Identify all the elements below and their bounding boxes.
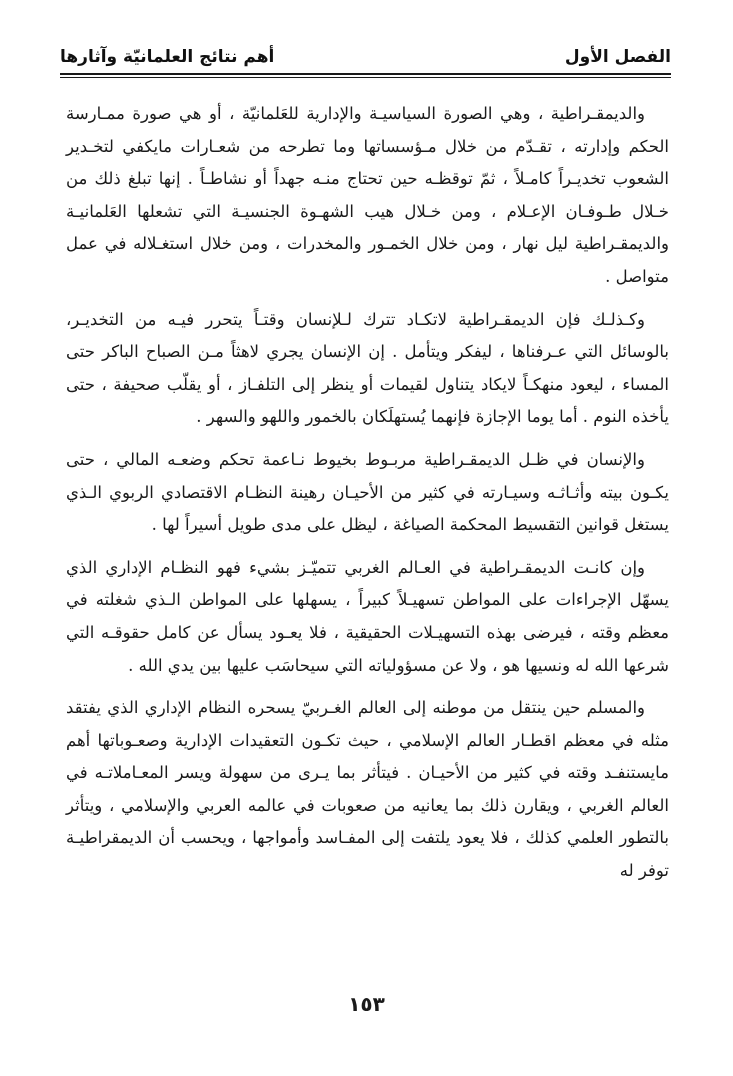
- header-rule-thin: [60, 77, 671, 78]
- paragraph: والديمقـراطية ، وهي الصورة السياسيـة والإدارية للعَلمانيّة ، أو هي صورة ممـارسة الحكم وإدارته ، تقـدّم من خلال مـؤسساتها وما تطرحه من شعـارات مايكفي لتخـدير الشعوب تخديـراً كامـلاً ، ثمّ توقظـه حين تحتاج منـه جهداً أو نشاطـاً . إنها تبلغ ذلك من خـلال طـوفـان الإعـلام ، ومن خـلال هيب الشهـوة الجنسيـة التي تشعلها العَلمانيـة والديمقـراطية ليل نهار ، ومن خلال الخمـور والمخدرات ، ومن خلال استغـلاله في عمل متواصل .: [66, 104, 669, 286]
- page-number: ١٥٣: [348, 992, 385, 1016]
- header-rule: [60, 73, 671, 75]
- section-title: أهم نتائج العلمانيّة وآثارها: [60, 47, 275, 67]
- chapter-title: الفصل الأول: [564, 47, 671, 67]
- body-text: [66, 98, 669, 898]
- paragraph: وكـذلـك فإن الديمقـراطية لاتكـاد تترك لـلإنسان وقتـاً يتحرر فيـه من التخديـر، بالوسائل التي عـرفناها ، ليفكر ويتأمل . إن الإنسان يجري لاهثاً مـن الصباح الباكر حتى المساء ، ليعود منهكـاً لايكاد يتناول لقيمات أو ينظر إلى التلفـاز ، أو يقلّب صحيفة ، حتى يأخذه النوم . أما يوما الإجازة فإنهما يُستهلَكان بالخمور واللهو والسهر .: [66, 309, 669, 427]
- paragraph: والمسلم حين ينتقل من موطنه إلى العالم الغـربيّ يسحره النظام الإداري الذي يفتقد مثله في معظم اقطـار العالم الإسلامي ، حيث تكـون التعقيدات الإدارية وصعـوباتها أهم مايستنفـد وقته في كثير من الأحيـان . فيتأثر بما يـرى من سهولة ويسر المعـاملاتـه في العالم الغربي ، ويقارن ذلك بما يعانيه من صعوبات في عالمه العربي والإسلامي ، ويتأثر بالتطور العلمي كذلك ، فلا يعود يلتفت إلى المفـاسد وأمواجها ، ويحسب أن الديمقراطيـة توفر له: [66, 698, 669, 881]
- paragraph: وإن كانـت الديمقـراطية في العـالم الغربي تتميّـز بشيء فهو النظـام الإداري الذي يسهّل الإجراءات على المواطن تسهيـلاً كبيراً ، يسهلها على المواطن الـذي شغلته في معظم وقته ، فيرضى بهذه التسهيـلات الحقيقية ، فلا يعـود يسأل عن كامل حقوقـه التي شرعها الله له ونسيها هو ، ولا عن مسؤولياته التي سيحاسَب عليها بين يدي الله .: [66, 557, 669, 675]
- paragraph: والإنسان في ظـل الديمقـراطية مربـوط بخيوط نـاعمة تحكم وضعـه المالي ، حتى يكـون بيته وأثـاثـه وسيـارته في كثير من الأحيـان رهينة النظـام الاقتصادي الربوي الـذي يستغل قوانين التقسيط المحكمة الصياغة ، ليظل على مدى طويل أسيراً لها .: [66, 449, 669, 535]
- running-header: [60, 44, 671, 70]
